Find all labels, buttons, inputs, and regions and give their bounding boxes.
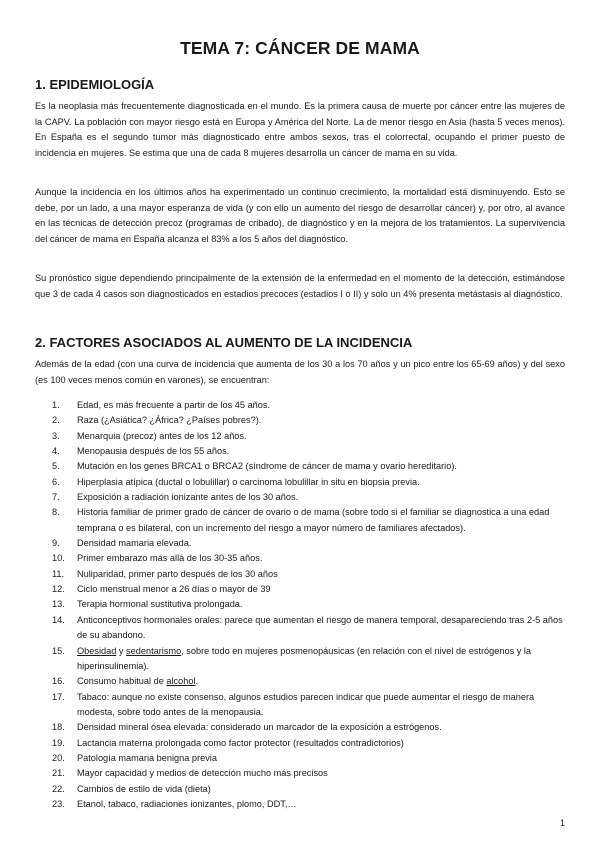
list-item: 11. Nuliparidad, primer parto después de los 30 años: [52, 568, 278, 579]
list-item: 4. Menopausia después de los 55 años.: [52, 446, 230, 457]
list-item: 9. Densidad mamaria elevada.: [52, 538, 192, 549]
section-heading-epidemiologia: 1. EPIDEMIOLOGÍA: [35, 77, 155, 92]
paragraph: Además de la edad (con una curva de incidencia que aumenta de los 30 a los 70 años y un pico entre los 65-69 años) y del sexo (es 100 veces menos común en varones), se encuentran:: [35, 359, 565, 385]
list-item: 10. Primer embarazo más allá de los 30-35 años.: [52, 553, 263, 564]
list-item: 22. Cambios de estilo de vida (dieta): [52, 783, 211, 794]
list-item: 17. Tabaco: aunque no existe consenso, algunos estudios parecen indicar que puede aumentar el riesgo de manera modesta, sobre todo antes de la menopausia.: [52, 691, 535, 717]
risk-factor-list: [35, 398, 565, 812]
document-title: TEMA 7: CÁNCER DE MAMA: [180, 38, 420, 58]
section-heading-factores: 2. FACTORES ASOCIADOS AL AUMENTO DE LA INCIDENCIA: [35, 335, 413, 350]
list-item: 19. Lactancia materna prolongada como factor protector (resultados contradictorios): [52, 737, 404, 748]
list-item: 18. Densidad mineral ósea elevada: considerado un marcador de la exposición a estrógenos.: [52, 722, 442, 733]
list-item: 14. Anticonceptivos hormonales orales: parece que aumentan el riesgo de manera temporal, desapareciendo tras 2-5 años de su abandono.: [52, 614, 563, 641]
list-item: 1. Edad, es más frecuente a partir de los 45 años.: [52, 400, 271, 410]
list-item: 3. Menarquia (precoz) antes de los 12 años.: [52, 430, 247, 441]
paragraph: Su pronóstico sigue dependiendo principalmente de la extensión de la enfermedad en el momento de la detección, estimándose que 3 de cada 4 casos son diagnosticados en estadios precoces (estadios I o II) y solo un 4% presenta metástasis al diagnóstico.: [35, 273, 565, 299]
list-item: 15. Obesidad y sedentarismo, sobre todo en mujeres posmenopáusicas (en relación con el nivel de estrógenos y la hiperinsulinemia).: [52, 645, 532, 671]
list-item: 23. Etanol, tabaco, radiaciones ionizantes, plomo, DDT,…: [52, 798, 297, 809]
page-number: 1: [559, 818, 565, 828]
list-item: 7. Exposición a radiación ionizante antes de los 30 años.: [52, 492, 299, 503]
list-item: 16. Consumo habitual de alcohol.: [52, 676, 199, 687]
underlined-term: sedentarismo: [126, 645, 182, 656]
list-item: 8. Historia familiar de primer grado de cáncer de ovario o de mama (sobre todo si el familiar se diagnostica a una edad temprana o es bilateral, con un incremento del riesgo a mayor número de familiares afectados).: [52, 507, 550, 533]
list-item: 13. Terapia hormonal sustitutiva prolongada.: [52, 599, 243, 610]
list-item: 5. Mutación en los genes BRCA1 o BRCA2 (síndrome de cáncer de mama y ovario hereditario).: [52, 461, 457, 472]
underlined-term: alcohol: [166, 676, 196, 687]
underlined-term: Obesidad: [77, 645, 117, 656]
list-item: 2. Raza (¿Asiática? ¿África? ¿Países pobres?).: [52, 415, 262, 426]
paragraph: Es la neoplasia más frecuentemente diagnosticada en el mundo. Es la primera causa de muerte por cáncer entre las mujeres de la CAPV. La población con mayor riesgo está en Europa y América del Norte. La de menor riesgo en Asia (hasta 5 veces menos). En España es el segundo tumor más diagnosticado entre ambos sexos, tras el colorrectal, ocupando el primer puesto de incidencia en mujeres. Se estima que una de cada 8 mujeres desarrolla un cáncer de mama en su vida.: [35, 101, 565, 158]
list-item: 12. Ciclo menstrual menor a 26 días o mayor de 39: [52, 584, 271, 595]
list-item: 21. Mayor capacidad y medios de detección mucho más precisos: [52, 768, 328, 779]
list-item: 6. Hiperplasia atípica (ductal o lobulillar) o carcinoma lobulillar in situ en biopsia previa.: [52, 476, 420, 487]
paragraph: Aunque la incidencia en los últimos años ha experimentado un continuo crecimiento, la mortalidad está disminuyendo. Esto se debe, por un lado, a una mayor esperanza de vida (y con ello un aumento del riesgo de desarrollar cáncer) y, por otro, al avance en las técnicas de detección precoz (programas de cribado), de diagnóstico y en la mejora de los tratamientos. La supervivencia del cáncer de mama en España alcanza el 83% a los 5 años del diagnóstico.: [35, 187, 565, 244]
list-item: 20. Patología mamaria benigna previa: [52, 752, 217, 763]
